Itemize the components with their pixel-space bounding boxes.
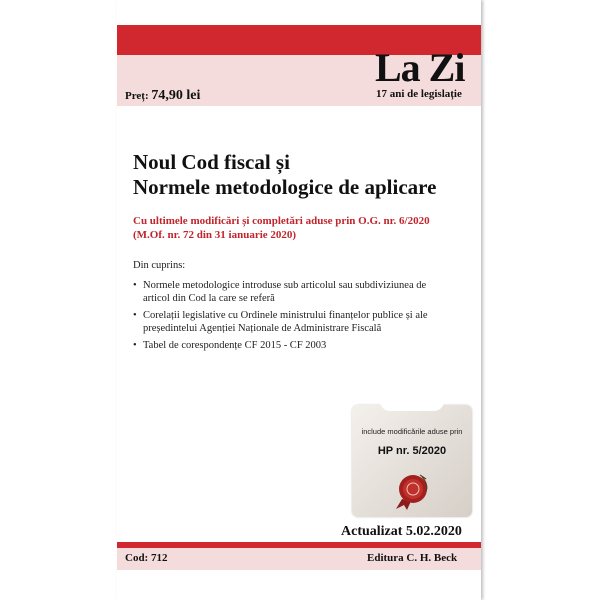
series-tagline: 17 ani de legislație	[376, 88, 462, 100]
update-badge	[352, 405, 472, 517]
book-cover	[117, 0, 481, 600]
title-line-2: Normele metodologice de aplicare	[133, 175, 437, 199]
book-subtitle	[133, 214, 430, 242]
product-code: Cod: 712	[125, 552, 168, 564]
title-line-1: Noul Cod fiscal și	[133, 150, 290, 174]
price-label: Preț:	[125, 90, 149, 102]
list-item: • Normele metodologice introduse sub articolul sau subdiviziunea de articol din Cod la care se referă	[133, 279, 453, 305]
price-value: 74,90 lei	[151, 88, 201, 103]
badge-small-text: include modificările aduse prin	[361, 427, 463, 436]
badge-notch	[380, 397, 444, 411]
series-logo: La Zi	[375, 45, 465, 90]
list-item: • Tabel de corespondențe CF 2015 - CF 2003	[133, 339, 453, 352]
wax-seal-icon	[392, 469, 434, 511]
list-item: • Corelații legislative cu Ordinele ministrului finanțelor publice și ale președintelui Agenției Naționale de Administrare Fiscală	[133, 309, 453, 335]
contents-label: Din cuprins:	[133, 260, 186, 271]
subtitle-line-2: (M.Of. nr. 72 din 31 ianuarie 2020)	[133, 229, 297, 241]
price	[125, 88, 200, 104]
updated-date: Actualizat 5.02.2020	[341, 524, 462, 539]
badge-hp-text: HP nr. 5/2020	[377, 445, 447, 457]
contents-list	[133, 279, 453, 356]
publisher-name: Editura C. H. Beck	[367, 552, 458, 564]
book-title	[133, 150, 436, 200]
subtitle-line-1: Cu ultimele modificări și completări aduse prin O.G. nr. 6/2020	[133, 215, 430, 227]
